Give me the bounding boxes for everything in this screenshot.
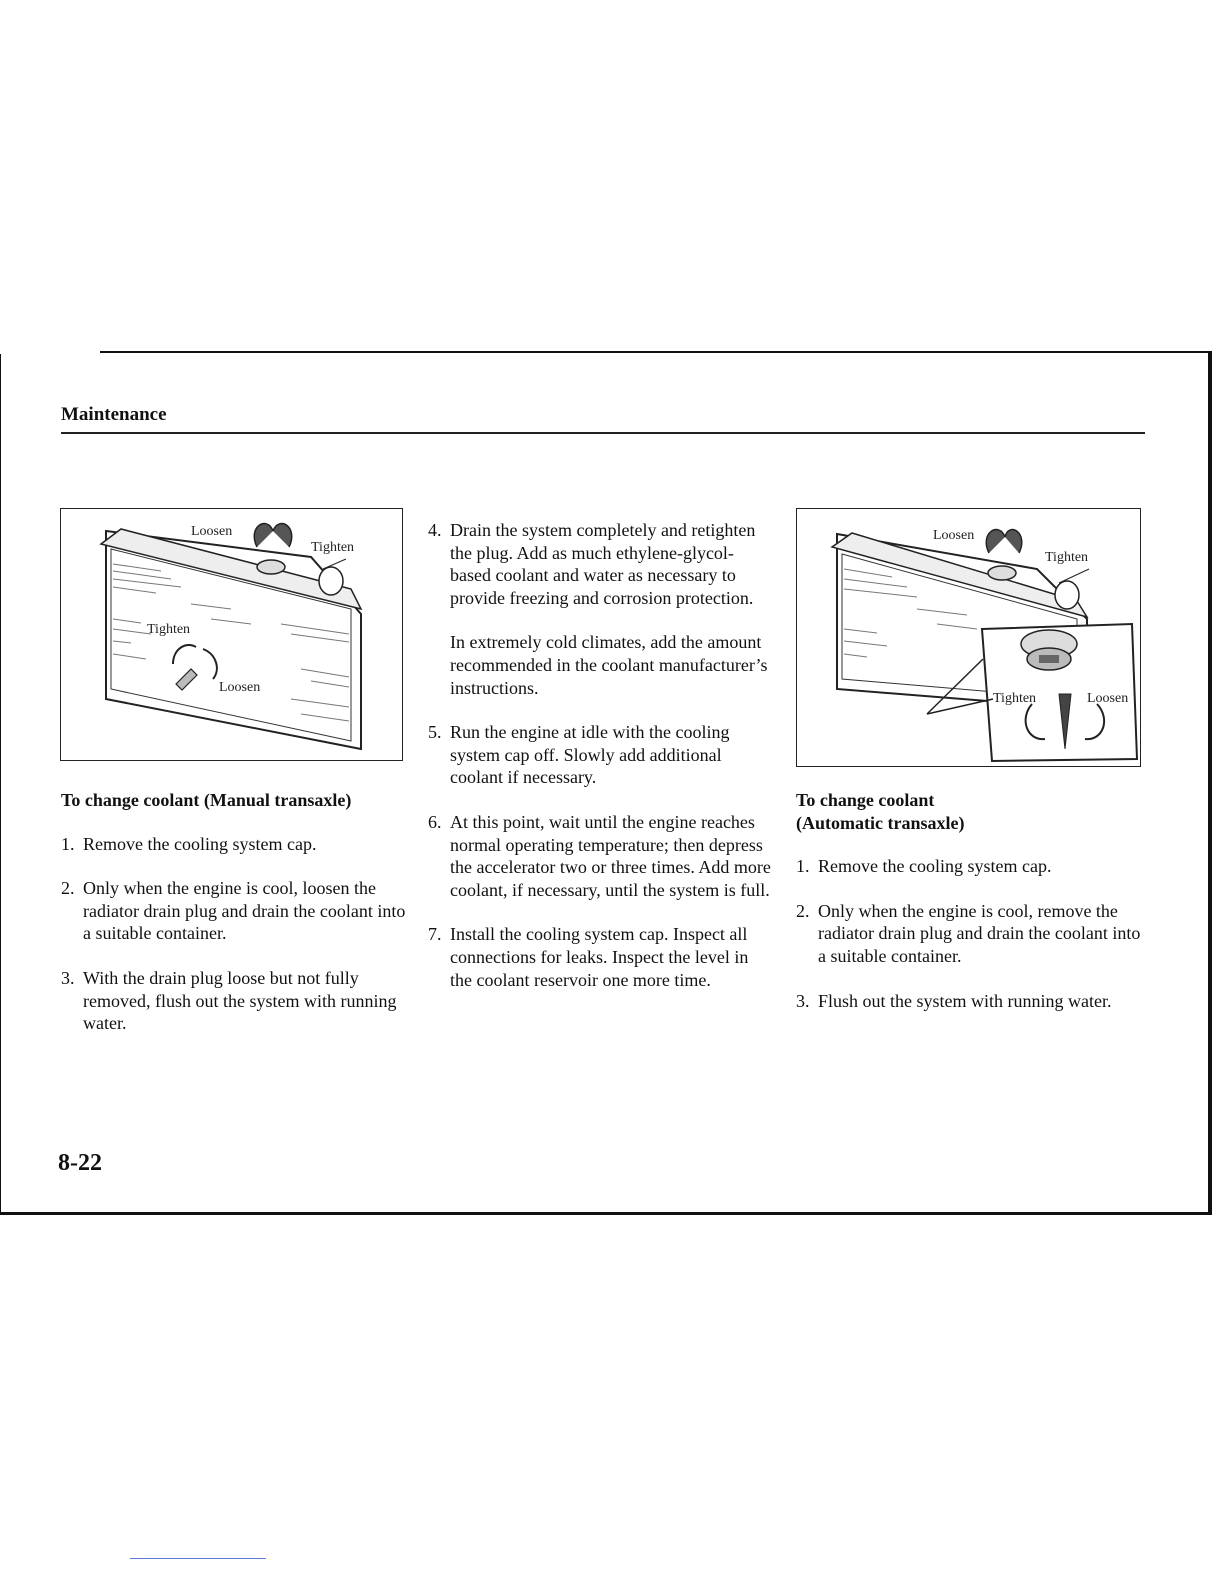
step-7	[428, 923, 773, 991]
step-6	[428, 811, 773, 901]
step-text: Remove the cooling system cap.	[818, 856, 1052, 877]
step-5	[428, 721, 773, 789]
step-number: 4.	[428, 520, 442, 540]
step-text: At this point, wait until the engine reaches normal operating temperature; then depress the accelerator two or three times. Add more coolant, if necessary, until the system is full.	[450, 811, 771, 900]
step-number: 3.	[796, 990, 810, 1011]
automatic-heading	[796, 789, 1141, 834]
fig-label-loosen-plug: Loosen	[219, 680, 261, 695]
middle-steps-a	[428, 519, 773, 609]
fig-label-loosen-top: Loosen	[933, 528, 975, 543]
automatic-heading-line1: To change coolant	[796, 790, 935, 810]
step-number: 1.	[61, 833, 75, 854]
automatic-step-3	[796, 990, 1141, 1013]
step-text: Remove the cooling system cap.	[83, 833, 317, 854]
page-number: 8-22	[58, 1150, 102, 1176]
footer-link-underline[interactable]	[130, 1558, 266, 1559]
automatic-step-1	[796, 855, 1141, 878]
step-number: 2.	[61, 878, 75, 899]
middle-steps-b	[428, 721, 773, 991]
manual-column	[61, 789, 406, 1057]
step-4	[428, 519, 773, 609]
middle-column	[428, 519, 773, 1013]
step-number: 2.	[796, 900, 810, 921]
cold-climate-note: In extremely cold climates, add the amount recommended in the coolant manufacturer’s instructions.	[450, 632, 768, 698]
figure-manual-radiator	[60, 508, 403, 761]
manual-heading: To change coolant (Manual transaxle)	[61, 790, 352, 810]
header-rule	[61, 432, 1145, 434]
step-text: Install the cooling system cap. Inspect all connections for leaks. Inspect the level in the coolant reservoir one more time.	[450, 924, 749, 990]
automatic-column	[796, 789, 1141, 1034]
manual-step-1	[61, 833, 406, 856]
step-text: With the drain plug loose but not fully removed, flush out the system with running water.	[83, 967, 397, 1034]
manual-step-3	[61, 967, 406, 1035]
step-text: Drain the system completely and retighten the plug. Add as much ethylene-glycol-based coolant and water as necessary to provide freezing and corrosion protection.	[450, 520, 756, 608]
step-text: Run the engine at idle with the cooling system cap off. Slowly add additional coolant if necessary.	[450, 722, 730, 788]
step-number: 6.	[428, 811, 442, 832]
automatic-step-2	[796, 900, 1141, 968]
step-text: Only when the engine is cool, remove the radiator drain plug and drain the coolant into a suitable container.	[818, 900, 1141, 966]
fig-label-loosen-plug: Loosen	[1087, 691, 1129, 706]
step-text: Only when the engine is cool, loosen the radiator drain plug and drain the coolant into a suitable container.	[83, 878, 406, 944]
step-text: Flush out the system with running water.	[818, 990, 1112, 1011]
frame-gap	[0, 351, 100, 354]
automatic-heading-line2: (Automatic transaxle)	[796, 812, 965, 833]
fig-label-tighten-top: Tighten	[311, 540, 355, 555]
fig-label-tighten-plug: Tighten	[993, 691, 1037, 706]
section-title: Maintenance	[61, 404, 167, 425]
fig-label-tighten-plug: Tighten	[147, 622, 191, 637]
automatic-steps	[796, 855, 1141, 1012]
fig-label-loosen-top: Loosen	[191, 524, 233, 539]
step-number: 7.	[428, 924, 442, 945]
step-number: 5.	[428, 722, 442, 743]
manual-step-2	[61, 877, 406, 945]
step-number: 3.	[61, 967, 75, 988]
step-number: 1.	[796, 856, 810, 877]
figure-automatic-radiator	[796, 508, 1141, 767]
fig-label-tighten-top: Tighten	[1045, 550, 1089, 565]
manual-steps	[61, 833, 406, 1035]
